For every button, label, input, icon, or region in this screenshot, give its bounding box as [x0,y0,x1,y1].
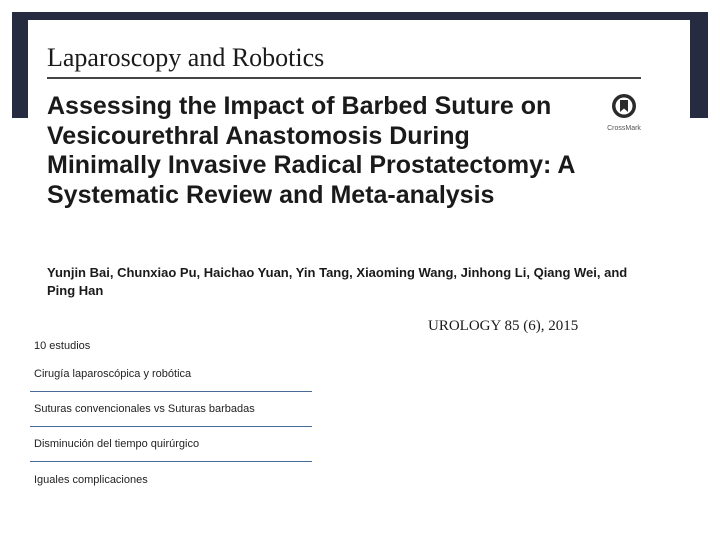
citation: UROLOGY 85 (6), 2015 [428,318,579,334]
list-item: Cirugía laparoscópica y robótica [30,357,312,392]
journal-rule [47,77,641,79]
crossmark-icon [611,93,637,119]
article-authors: Yunjin Bai, Chunxiao Pu, Haichao Yuan, Yin Tang, Xiaoming Wang, Jinhong Li, Qiang Wei, and Ping Han [47,265,628,298]
journal-section-title: Laparoscopy and Robotics [47,43,325,72]
crossmark-label: CrossMark [607,125,641,132]
list-item: Disminución del tiempo quirúrgico [30,427,312,462]
list-item: Iguales complicaciones [34,473,148,486]
list-item: Suturas convencionales vs Suturas barbadas [30,392,312,427]
list-item: 10 estudios [34,340,91,352]
crossmark-badge[interactable] [604,93,644,135]
summary-list [30,335,312,497]
article-title: Assessing the Impact of Barbed Suture on Vesicourethral Anastomosis During Minimally Invasive Radical Prostatectomy: A Systematic Review and Meta-analysis [47,92,575,209]
